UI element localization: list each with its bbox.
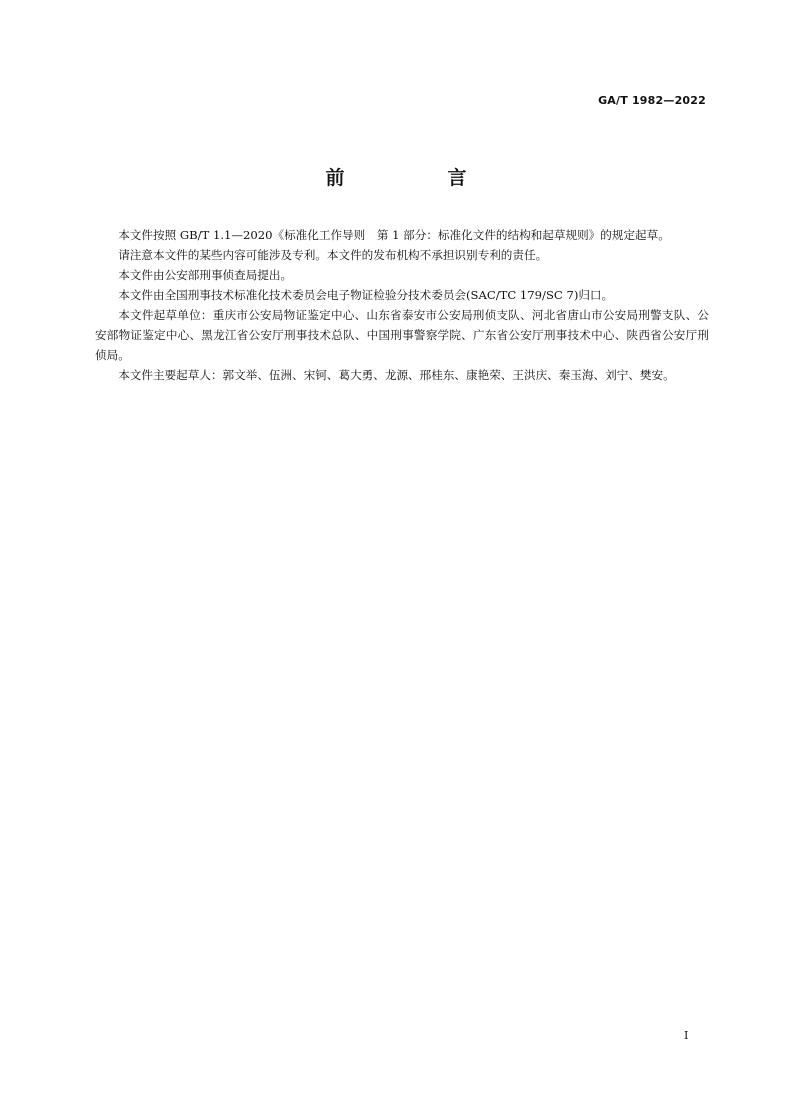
paragraph-patent-notice: 请注意本文件的某些内容可能涉及专利。本文件的发布机构不承担识别专利的责任。 (118, 248, 548, 262)
paragraph-drafters: 本文件主要起草人：郭文举、伍洲、宋钶、葛大勇、龙源、邢桂东、康艳荣、王洪庆、秦玉海、刘宁、樊安。 (118, 368, 675, 382)
paragraph-drafting-rules: 本文件按照 GB/T 1.1—2020《标准化工作导则 第 1 部分：标准化文件的结构和起草规则》的规定起草。 (118, 228, 670, 242)
page-number: I (684, 1029, 689, 1042)
paragraph-technical-committee: 本文件由全国刑事技术标准化技术委员会电子物证检验分技术委员会(SAC/TC 179/SC 7)归口。 (118, 288, 614, 302)
standard-number: GA/T 1982—2022 (598, 94, 706, 107)
paragraph-drafting-units: 本文件起草单位：重庆市公安局物证鉴定中心、山东省泰安市公安局刑侦支队、河北省唐山市公安局刑警支队、公安部物证鉴定中心、黑龙江省公安厅刑事技术总队、中国刑事警察学院、广东省公安厅刑事技术中心、陕西省公安厅刑侦局。 (95, 308, 709, 362)
paragraph-proposer: 本文件由公安部刑事侦查局提出。 (118, 268, 293, 282)
page-title: 前 言 (325, 167, 509, 189)
preface-body (95, 225, 709, 385)
